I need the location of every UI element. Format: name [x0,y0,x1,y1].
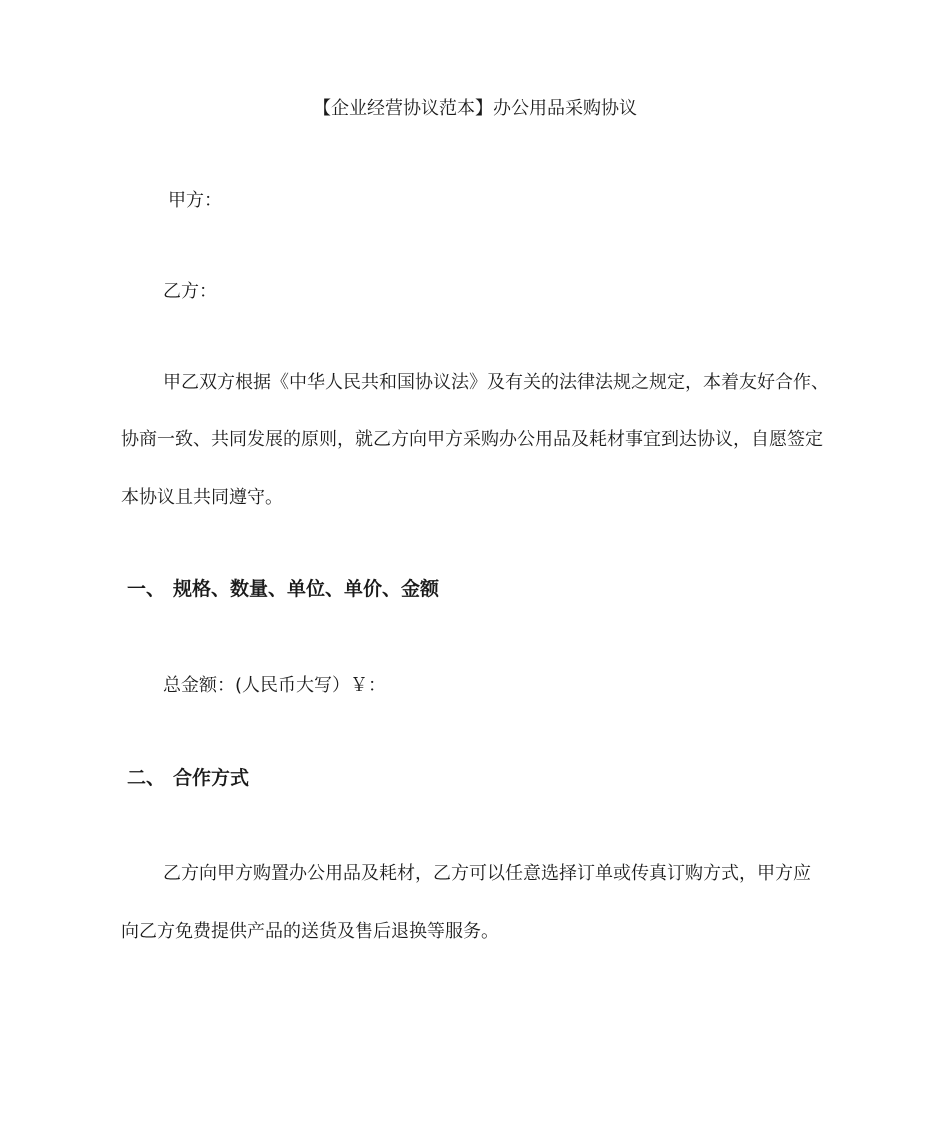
section-title: 规格、数量、单位、单价、金额 [173,578,440,600]
intro-paragraph-line-2: 协商一致、共同发展的原则，就乙方向甲方采购办公用品及耗材事宜到达协议，自愿签定 [121,429,823,450]
intro-paragraph-line-3: 本协议且共同遵守。 [121,487,283,508]
section-number: 二、 [127,767,166,789]
total-amount-line: 总金额：(人民币大写）￥： [163,675,387,696]
section-number: 一、 [127,578,166,600]
section-heading-2 [127,766,249,790]
cooperation-paragraph-line-1: 乙方向甲方购置办公用品及耗材，乙方可以任意选择订单或传真订购方式，甲方应 [163,863,811,884]
section-title: 合作方式 [173,767,250,789]
cooperation-paragraph-line-2: 向乙方免费提供产品的送货及售后退换等服务。 [121,921,499,942]
document-title: 【企业经营协议范本】办公用品采购协议 [313,98,637,119]
intro-paragraph-line-1: 甲乙双方根据《中华人民共和国协议法》及有关的法律法规之规定，本着友好合作、 [163,372,829,393]
party-a-label: 甲方： [168,190,222,211]
section-heading-1 [127,577,439,601]
party-b-label: 乙方： [163,281,217,302]
